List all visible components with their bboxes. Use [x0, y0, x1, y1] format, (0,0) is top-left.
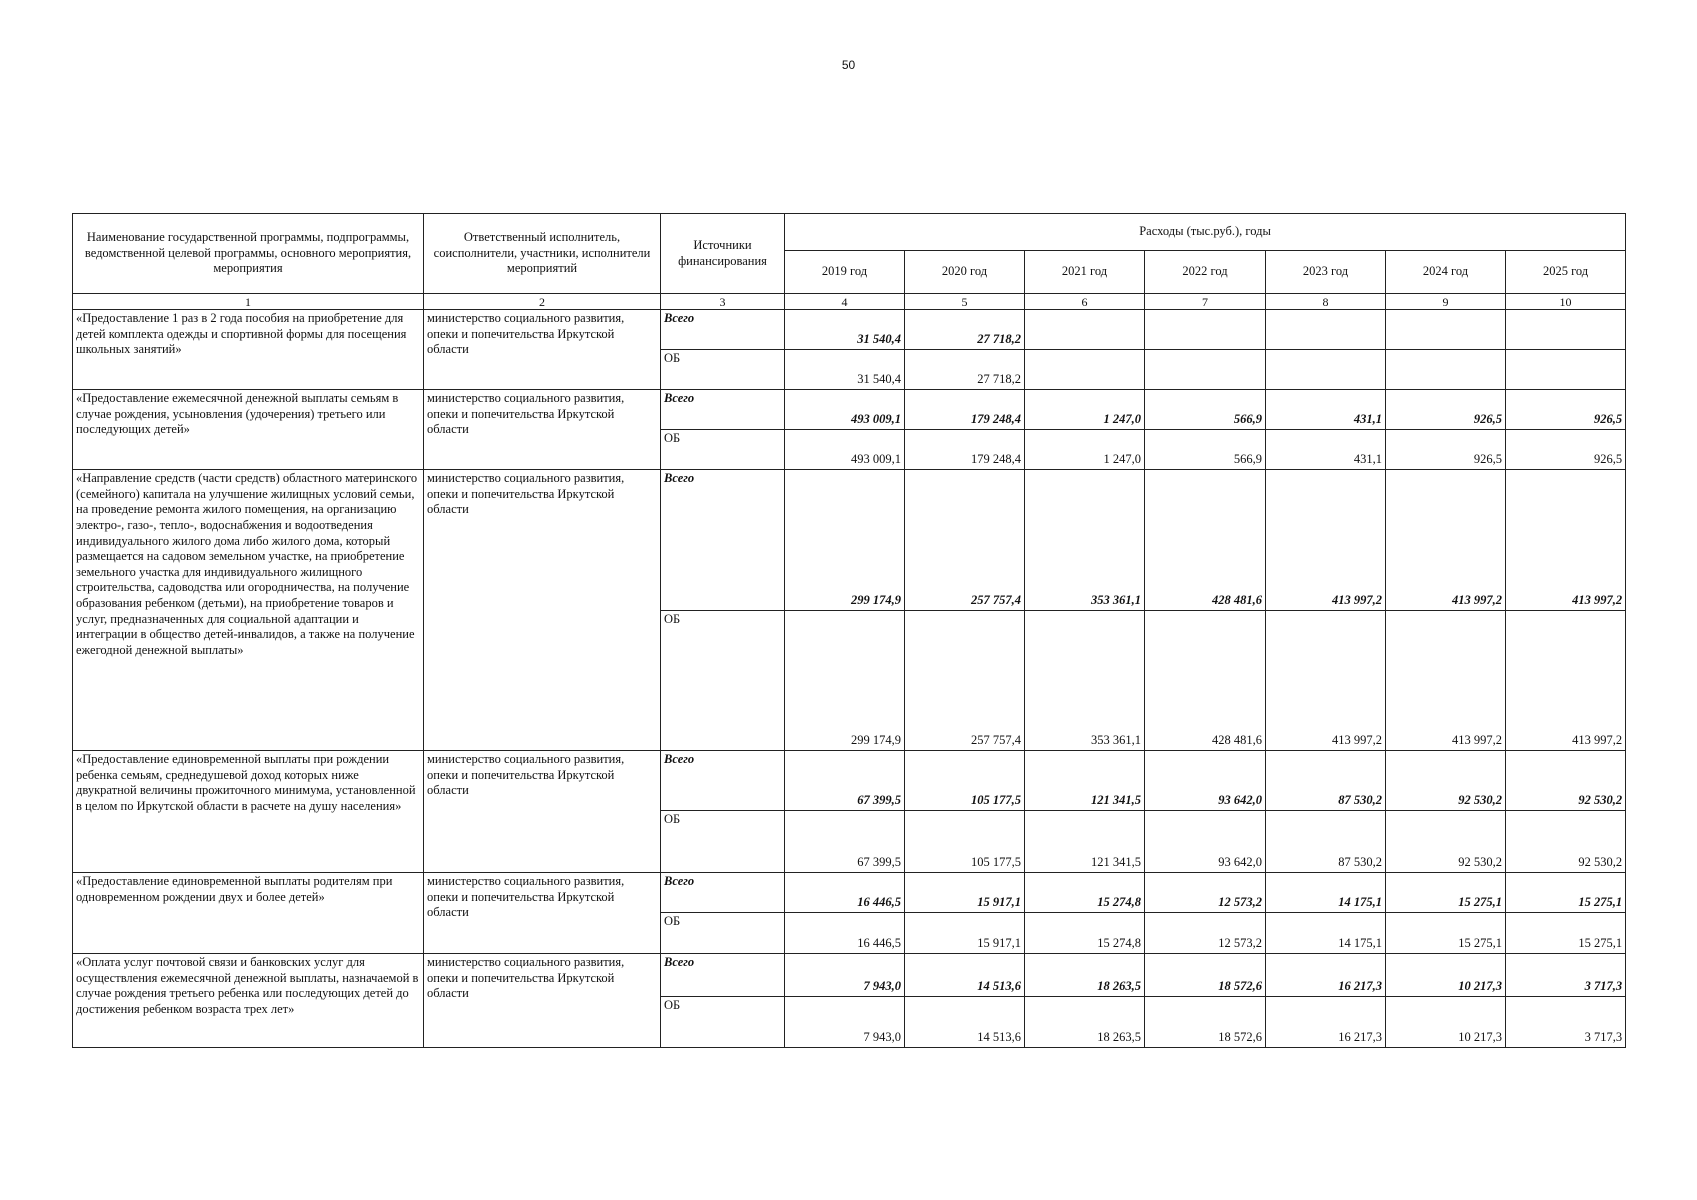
ob-value: 566,9	[1145, 430, 1266, 470]
column-number: 3	[661, 294, 785, 310]
header-name: Наименование государственной программы, подпрограммы, ведомственной целевой программы, основного мероприятия, мероприятия	[73, 214, 424, 294]
total-value: 413 997,2	[1386, 470, 1506, 611]
ob-value: 15 274,8	[1025, 913, 1145, 954]
ob-value: 15 275,1	[1386, 913, 1506, 954]
ob-value: 179 248,4	[905, 430, 1025, 470]
header-year: 2019 год	[785, 251, 905, 294]
column-number: 5	[905, 294, 1025, 310]
ob-value: 92 530,2	[1386, 811, 1506, 873]
total-value: 926,5	[1386, 390, 1506, 430]
header-year: 2023 год	[1266, 251, 1386, 294]
total-value	[1025, 310, 1145, 350]
ob-value: 16 446,5	[785, 913, 905, 954]
executor-name: министерство социального развития, опеки и попечительства Иркутской области	[424, 470, 661, 751]
ob-value	[1145, 350, 1266, 390]
source-total-label: Всего	[661, 954, 785, 997]
ob-value: 87 530,2	[1266, 811, 1386, 873]
executor-name: министерство социального развития, опеки и попечительства Иркутской области	[424, 310, 661, 390]
ob-value: 67 399,5	[785, 811, 905, 873]
ob-value	[1386, 350, 1506, 390]
header-source: Источники финансирования	[661, 214, 785, 294]
ob-value	[1025, 350, 1145, 390]
executor-name: министерство социального развития, опеки и попечительства Иркутской области	[424, 751, 661, 873]
page-number: 50	[841, 58, 856, 72]
total-value: 16 217,3	[1266, 954, 1386, 997]
total-value: 14 513,6	[905, 954, 1025, 997]
ob-value: 7 943,0	[785, 997, 905, 1048]
budget-table	[72, 213, 1626, 1048]
source-total-label: Всего	[661, 310, 785, 350]
total-value: 566,9	[1145, 390, 1266, 430]
source-total-label: Всего	[661, 390, 785, 430]
total-value: 428 481,6	[1145, 470, 1266, 611]
total-value: 14 175,1	[1266, 873, 1386, 913]
table-body	[73, 310, 1626, 1048]
ob-value: 299 174,9	[785, 611, 905, 751]
source-total-label: Всего	[661, 751, 785, 811]
total-value: 105 177,5	[905, 751, 1025, 811]
table-row	[73, 310, 1626, 350]
column-number: 6	[1025, 294, 1145, 310]
ob-value: 14 175,1	[1266, 913, 1386, 954]
total-value: 18 572,6	[1145, 954, 1266, 997]
total-value: 15 275,1	[1386, 873, 1506, 913]
total-value: 413 997,2	[1266, 470, 1386, 611]
source-ob-label: ОБ	[661, 350, 785, 390]
total-value: 12 573,2	[1145, 873, 1266, 913]
ob-value: 413 997,2	[1506, 611, 1626, 751]
measure-name: «Предоставление ежемесячной денежной выплаты семьям в случае рождения, усыновления (удочерения) третьего или последующих детей»	[73, 390, 424, 470]
ob-value: 105 177,5	[905, 811, 1025, 873]
source-ob-label: ОБ	[661, 811, 785, 873]
ob-value: 257 757,4	[905, 611, 1025, 751]
source-total-label: Всего	[661, 873, 785, 913]
ob-value: 3 717,3	[1506, 997, 1626, 1048]
total-value: 18 263,5	[1025, 954, 1145, 997]
total-value: 179 248,4	[905, 390, 1025, 430]
total-value: 299 174,9	[785, 470, 905, 611]
total-value: 10 217,3	[1386, 954, 1506, 997]
total-value: 67 399,5	[785, 751, 905, 811]
source-ob-label: ОБ	[661, 430, 785, 470]
ob-value: 18 263,5	[1025, 997, 1145, 1048]
source-total-label: Всего	[661, 470, 785, 611]
ob-value: 10 217,3	[1386, 997, 1506, 1048]
measure-name: «Оплата услуг почтовой связи и банковских услуг для осуществления ежемесячной денежной выплаты, назначаемой в случае рождения третьего ребенка или последующих детей до достижения ребенком возраста трех лет»	[73, 954, 424, 1048]
total-value: 3 717,3	[1506, 954, 1626, 997]
ob-value: 353 361,1	[1025, 611, 1145, 751]
total-value: 257 757,4	[905, 470, 1025, 611]
ob-value	[1506, 350, 1626, 390]
total-value: 87 530,2	[1266, 751, 1386, 811]
ob-value: 428 481,6	[1145, 611, 1266, 751]
total-value: 15 275,1	[1506, 873, 1626, 913]
header-year: 2024 год	[1386, 251, 1506, 294]
source-ob-label: ОБ	[661, 997, 785, 1048]
total-value: 15 274,8	[1025, 873, 1145, 913]
total-value	[1266, 310, 1386, 350]
ob-value: 93 642,0	[1145, 811, 1266, 873]
column-number: 7	[1145, 294, 1266, 310]
total-value: 27 718,2	[905, 310, 1025, 350]
total-value: 121 341,5	[1025, 751, 1145, 811]
total-value: 1 247,0	[1025, 390, 1145, 430]
column-number: 9	[1386, 294, 1506, 310]
measure-name: «Предоставление единовременной выплаты родителям при одновременном рождении двух и более детей»	[73, 873, 424, 954]
ob-value	[1266, 350, 1386, 390]
total-value: 16 446,5	[785, 873, 905, 913]
executor-name: министерство социального развития, опеки и попечительства Иркутской области	[424, 390, 661, 470]
ob-value: 413 997,2	[1266, 611, 1386, 751]
total-value: 15 917,1	[905, 873, 1025, 913]
total-value	[1506, 310, 1626, 350]
total-value: 493 009,1	[785, 390, 905, 430]
ob-value: 431,1	[1266, 430, 1386, 470]
total-value	[1145, 310, 1266, 350]
executor-name: министерство социального развития, опеки и попечительства Иркутской области	[424, 954, 661, 1048]
ob-value: 18 572,6	[1145, 997, 1266, 1048]
ob-value: 926,5	[1506, 430, 1626, 470]
table-row	[73, 390, 1626, 430]
total-value: 92 530,2	[1386, 751, 1506, 811]
table-row	[73, 751, 1626, 811]
header-expenses: Расходы (тыс.руб.), годы	[785, 214, 1626, 251]
ob-value: 92 530,2	[1506, 811, 1626, 873]
ob-value: 31 540,4	[785, 350, 905, 390]
source-ob-label: ОБ	[661, 913, 785, 954]
table-row	[73, 470, 1626, 611]
ob-value: 16 217,3	[1266, 997, 1386, 1048]
total-value: 431,1	[1266, 390, 1386, 430]
column-number: 8	[1266, 294, 1386, 310]
ob-value: 15 275,1	[1506, 913, 1626, 954]
ob-value: 15 917,1	[905, 913, 1025, 954]
header-year: 2025 год	[1506, 251, 1626, 294]
source-ob-label: ОБ	[661, 611, 785, 751]
column-number: 10	[1506, 294, 1626, 310]
table-header	[73, 214, 1626, 310]
executor-name: министерство социального развития, опеки и попечительства Иркутской области	[424, 873, 661, 954]
header-year: 2022 год	[1145, 251, 1266, 294]
ob-value: 413 997,2	[1386, 611, 1506, 751]
total-value: 353 361,1	[1025, 470, 1145, 611]
ob-value: 27 718,2	[905, 350, 1025, 390]
measure-name: «Направление средств (части средств) областного материнского (семейного) капитала на улучшение жилищных условий семьи, на проведение ремонта жилого помещения, на организацию электро-, газо-, тепло-, водоснабжения и водоотведения индивидуального жилого дома либо жилого дома, который размещается на садовом земельном участке, на приобретение земельного участка для индивидуального жилищного строительства, садоводства или огородничества, на получение образования ребенком (детьми), на приобретение товаров и услуг, предназначенных для социальной адаптации и интеграции в общество детей-инвалидов, а также на получение ежегодной денежной выплаты»	[73, 470, 424, 751]
ob-value: 1 247,0	[1025, 430, 1145, 470]
column-number: 1	[73, 294, 424, 310]
total-value: 926,5	[1506, 390, 1626, 430]
measure-name: «Предоставление единовременной выплаты при рождении ребенка семьям, среднедушевой доход которых ниже двукратной величины прожиточного минимума, установленной в целом по Иркутской области в расчете на душу населения»	[73, 751, 424, 873]
header-year: 2021 год	[1025, 251, 1145, 294]
total-value: 413 997,2	[1506, 470, 1626, 611]
table-row	[73, 954, 1626, 997]
total-value	[1386, 310, 1506, 350]
ob-value: 14 513,6	[905, 997, 1025, 1048]
measure-name: «Предоставление 1 раз в 2 года пособия на приобретение для детей комплекта одежды и спортивной формы для посещения школьных занятий»	[73, 310, 424, 390]
total-value: 92 530,2	[1506, 751, 1626, 811]
ob-value: 121 341,5	[1025, 811, 1145, 873]
column-number: 4	[785, 294, 905, 310]
ob-value: 493 009,1	[785, 430, 905, 470]
total-value: 93 642,0	[1145, 751, 1266, 811]
total-value: 31 540,4	[785, 310, 905, 350]
header-executor: Ответственный исполнитель, соисполнители, участники, исполнители мероприятий	[424, 214, 661, 294]
header-year: 2020 год	[905, 251, 1025, 294]
ob-value: 926,5	[1386, 430, 1506, 470]
ob-value: 12 573,2	[1145, 913, 1266, 954]
column-number: 2	[424, 294, 661, 310]
table-row	[73, 873, 1626, 913]
total-value: 7 943,0	[785, 954, 905, 997]
